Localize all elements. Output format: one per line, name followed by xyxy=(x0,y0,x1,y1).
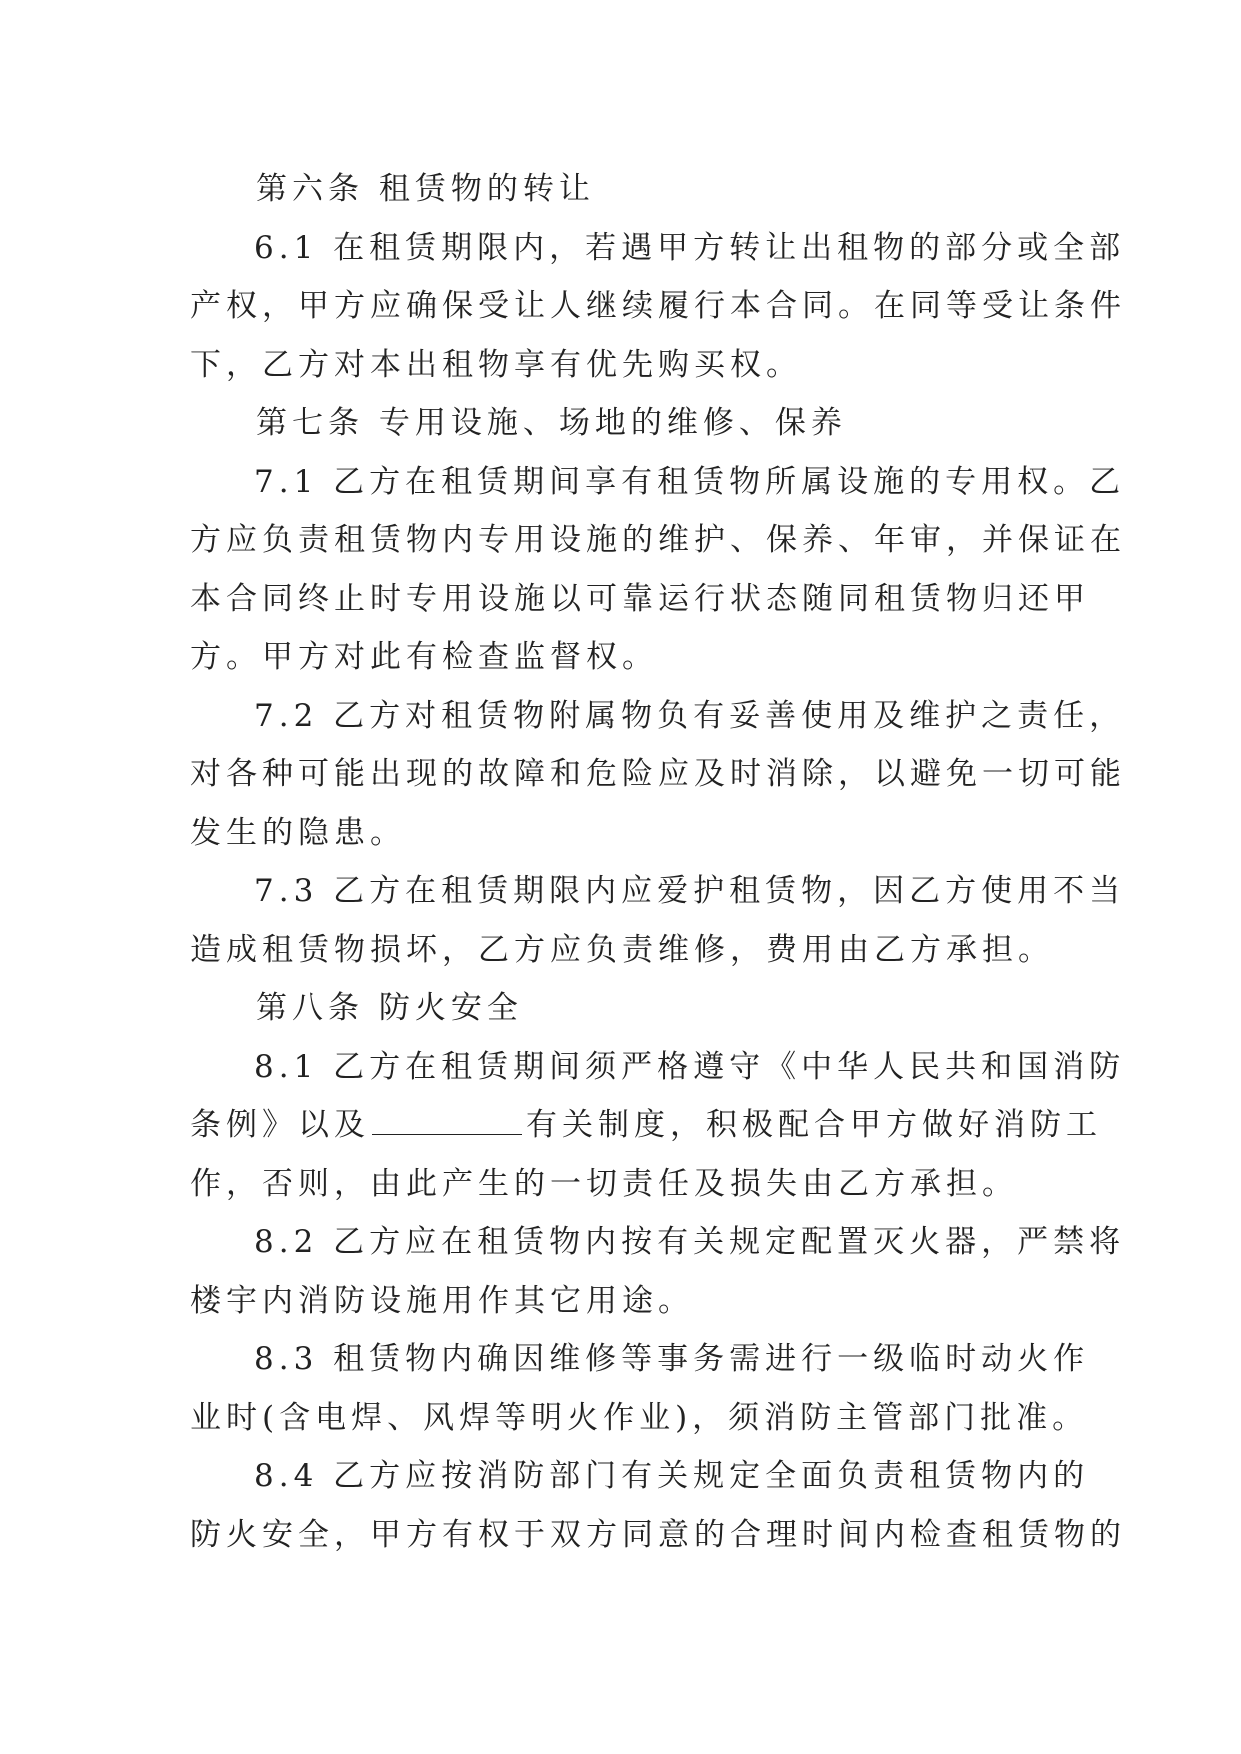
fill-in-blank xyxy=(372,1106,522,1135)
clause-8-1-line-3: 作，否则，由此产生的一切责任及损失由乙方承担。 xyxy=(190,1165,1018,1202)
clause-6-1-line-1: 6.1 在租赁期限内，若遇甲方转让出租物的部分或全部 xyxy=(254,229,1126,266)
clause-6-1-line-2: 产权，甲方应确保受让人继续履行本合同。在同等受让条件 xyxy=(190,288,1126,324)
clause-7-1-line-2: 方应负责租赁物内专用设施的维护、保养、年审，并保证在 xyxy=(190,522,1126,558)
clause-8-2-line-1: 8.2 乙方应在租赁物内按有关规定配置灭火器，严禁将 xyxy=(254,1224,1126,1260)
clause-8-3-line-2: 业时(含电焊、风焊等明火作业)，须消防主管部门批准。 xyxy=(190,1399,1089,1436)
clause-7-2-line-1: 7.2 乙方对租赁物附属物负有妥善使用及维护之责任， xyxy=(254,697,1126,734)
contract-body xyxy=(190,160,1126,1564)
clause-8-2-line-2: 楼宇内消防设施用作其它用途。 xyxy=(190,1282,694,1319)
clause-7-3-line-2: 造成租赁物损坏，乙方应负责维修，费用由乙方承担。 xyxy=(190,931,1054,968)
clause-6-1-line-3: 下，乙方对本出租物享有优先购买权。 xyxy=(190,346,802,383)
clause-7-2-line-2: 对各种可能出现的故障和危险应及时消除，以避免一切可能 xyxy=(190,756,1126,792)
clause-8-1-text-before-blank: 条例》以及 xyxy=(190,1107,370,1143)
clause-8-1-line-2 xyxy=(190,1096,1102,1155)
clause-8-4-line-1: 8.4 乙方应按消防部门有关规定全面负责租赁物内的 xyxy=(254,1458,1090,1494)
clause-8-3-line-1: 8.3 租赁物内确因维修等事务需进行一级临时动火作 xyxy=(254,1341,1090,1377)
article-7-heading: 第七条 专用设施、场地的维修、保养 xyxy=(256,405,847,441)
clause-7-2-line-3: 发生的隐患。 xyxy=(190,814,406,851)
clause-7-1-line-3: 本合同终止时专用设施以可靠运行状态随同租赁物归还甲 xyxy=(190,580,1090,617)
article-6-heading: 第六条 租赁物的转让 xyxy=(256,171,595,207)
clause-7-1-line-4: 方。甲方对此有检查监督权。 xyxy=(190,639,658,675)
clause-8-1-text-after-blank: 有关制度，积极配合甲方做好消防工 xyxy=(526,1107,1102,1143)
clause-8-1-line-1: 8.1 乙方在租赁期间须严格遵守《中华人民共和国消防 xyxy=(254,1048,1126,1085)
clause-7-3-line-1: 7.3 乙方在租赁期限内应爱护租赁物，因乙方使用不当 xyxy=(254,873,1126,909)
article-8-heading: 第八条 防火安全 xyxy=(256,990,523,1026)
clause-7-1-line-1: 7.1 乙方在租赁期间享有租赁物所属设施的专用权。乙 xyxy=(254,463,1126,500)
clause-8-4-line-2: 防火安全，甲方有权于双方同意的合理时间内检查租赁物的 xyxy=(190,1516,1126,1553)
